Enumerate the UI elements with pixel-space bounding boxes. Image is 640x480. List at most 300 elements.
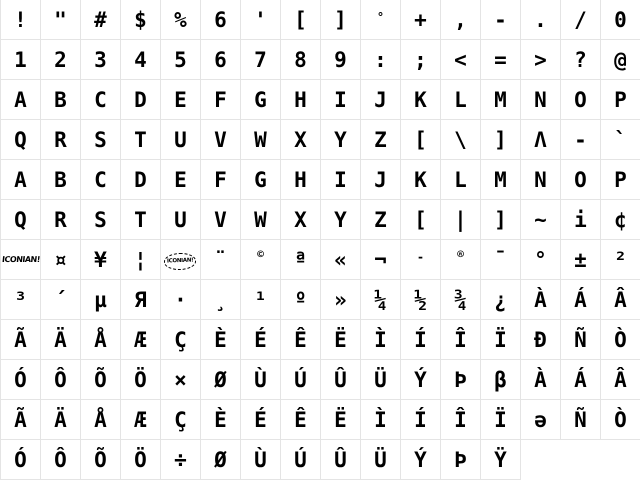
glyph-cell [1, 280, 41, 320]
glyph-cell [441, 160, 481, 200]
charmap-row [1, 80, 640, 120]
glyph-cell [401, 280, 441, 320]
glyph-cell [201, 400, 241, 440]
glyph: F [214, 168, 227, 192]
glyph-cell [361, 200, 401, 240]
glyph: 6 [214, 8, 227, 32]
glyph-cell [561, 160, 601, 200]
glyph: Û [334, 368, 347, 392]
glyph-cell [401, 320, 441, 360]
glyph: E [174, 168, 187, 192]
glyph: Ê [294, 328, 307, 352]
glyph-cell [361, 0, 401, 40]
glyph: Ù [254, 448, 267, 472]
glyph-cell [121, 400, 161, 440]
glyph-cell [361, 40, 401, 80]
glyph: Å [94, 328, 107, 352]
glyph: Û [334, 448, 347, 472]
glyph: Ã [14, 328, 27, 352]
glyph-cell [201, 200, 241, 240]
glyph: Ø [214, 448, 227, 472]
glyph: L [454, 168, 467, 192]
glyph: Æ [134, 408, 147, 432]
glyph-cell [41, 280, 81, 320]
glyph-cell [201, 120, 241, 160]
glyph-cell [521, 320, 561, 360]
glyph: G [254, 168, 267, 192]
glyph-cell [441, 80, 481, 120]
glyph-cell [41, 200, 81, 240]
glyph: : [374, 48, 387, 72]
charmap-row [1, 440, 640, 480]
glyph: Þ [454, 368, 467, 392]
glyph: + [414, 8, 427, 32]
glyph-cell [281, 360, 321, 400]
glyph: ` [614, 128, 627, 152]
glyph-cell [441, 120, 481, 160]
glyph-cell [41, 80, 81, 120]
glyph: ¼ [374, 288, 387, 312]
glyph-cell [161, 320, 201, 360]
glyph-cell [361, 80, 401, 120]
glyph-cell [481, 120, 521, 160]
glyph: D [134, 168, 147, 192]
glyph-cell [241, 200, 281, 240]
glyph: Ô [54, 368, 67, 392]
glyph-cell [161, 240, 201, 280]
glyph: ± [574, 248, 587, 272]
glyph-cell [361, 400, 401, 440]
glyph: P [614, 88, 627, 112]
glyph: # [94, 8, 107, 32]
glyph-cell [401, 200, 441, 240]
glyph: , [454, 8, 467, 32]
glyph-cell [561, 240, 601, 280]
glyph: i [574, 208, 587, 232]
glyph: 2 [54, 48, 67, 72]
glyph-cell [41, 400, 81, 440]
glyph: K [414, 88, 427, 112]
glyph-cell [441, 400, 481, 440]
glyph-cell [481, 240, 521, 280]
glyph-cell [321, 40, 361, 80]
glyph-cell [481, 320, 521, 360]
glyph: Á [574, 288, 587, 312]
glyph: È [214, 408, 227, 432]
glyph-cell [561, 400, 601, 440]
glyph-cell [401, 440, 441, 480]
glyph-cell [401, 40, 441, 80]
glyph: É [254, 328, 267, 352]
glyph: Ü [374, 368, 387, 392]
glyph: O [574, 88, 587, 112]
glyph-cell [321, 440, 361, 480]
glyph-cell [81, 240, 121, 280]
glyph: Ã [14, 408, 27, 432]
glyph-cell [361, 240, 401, 280]
glyph-cell [601, 0, 640, 40]
glyph-cell [41, 360, 81, 400]
glyph-cell [561, 360, 601, 400]
glyph-cell [321, 80, 361, 120]
glyph-cell [441, 320, 481, 360]
glyph-cell [41, 320, 81, 360]
glyph-cell [361, 360, 401, 400]
glyph: K [414, 168, 427, 192]
glyph-cell [81, 120, 121, 160]
glyph-cell [201, 160, 241, 200]
glyph-cell [321, 200, 361, 240]
glyph-cell [601, 160, 640, 200]
glyph: × [174, 368, 187, 392]
glyph: 9 [334, 48, 347, 72]
glyph: Ì [374, 408, 387, 432]
glyph-cell [521, 200, 561, 240]
glyph: ¸ [214, 288, 227, 312]
glyph: % [174, 8, 187, 32]
glyph-cell [281, 400, 321, 440]
glyph: [ [294, 8, 307, 32]
glyph: . [534, 8, 547, 32]
glyph: U [174, 128, 187, 152]
glyph: Ó [14, 368, 27, 392]
glyph-cell [481, 160, 521, 200]
glyph: R [54, 128, 67, 152]
glyph-cell [281, 240, 321, 280]
glyph-cell [481, 40, 521, 80]
glyph: Z [374, 208, 387, 232]
glyph: X [294, 128, 307, 152]
glyph: 5 [174, 48, 187, 72]
glyph-cell [441, 240, 481, 280]
glyph: Λ [534, 128, 547, 152]
glyph-cell [401, 240, 441, 280]
glyph-cell [521, 400, 561, 440]
glyph-cell [1, 440, 41, 480]
glyph-cell [281, 80, 321, 120]
charmap-row [1, 160, 640, 200]
glyph: ~ [534, 208, 547, 232]
glyph: H [294, 168, 307, 192]
glyph-cell [281, 320, 321, 360]
glyph-cell [161, 280, 201, 320]
glyph-cell [81, 320, 121, 360]
glyph-cell [321, 400, 361, 440]
glyph: ] [334, 8, 347, 32]
glyph-cell [521, 360, 561, 400]
glyph: 3 [94, 48, 107, 72]
glyph-cell [281, 120, 321, 160]
glyph: E [174, 88, 187, 112]
glyph-cell [601, 360, 640, 400]
glyph: C [94, 88, 107, 112]
glyph-cell [1, 80, 41, 120]
glyph: - [416, 249, 425, 264]
glyph-cell [321, 360, 361, 400]
glyph-cell [161, 200, 201, 240]
glyph-cell [161, 360, 201, 400]
glyph-cell [401, 360, 441, 400]
glyph-cell [481, 200, 521, 240]
glyph-cell [321, 240, 361, 280]
glyph-cell [401, 0, 441, 40]
charmap-row [1, 280, 640, 320]
glyph: Ú [294, 368, 307, 392]
glyph-cell [601, 400, 640, 440]
glyph: O [574, 168, 587, 192]
glyph-cell [241, 440, 281, 480]
glyph: Ð [534, 328, 547, 352]
glyph-cell [401, 120, 441, 160]
glyph: ´ [54, 288, 67, 312]
glyph-cell [441, 360, 481, 400]
glyph-cell [121, 360, 161, 400]
glyph: | [454, 208, 467, 232]
glyph-cell [361, 120, 401, 160]
glyph-cell [161, 160, 201, 200]
glyph: T [134, 208, 147, 232]
glyph-cell [41, 160, 81, 200]
glyph-cell [321, 120, 361, 160]
glyph: Î [454, 408, 467, 432]
glyph-cell [361, 160, 401, 200]
glyph: M [494, 168, 507, 192]
glyph-cell [201, 440, 241, 480]
glyph: Ó [14, 448, 27, 472]
glyph: © [257, 248, 264, 261]
glyph-cell [161, 0, 201, 40]
charmap-row [1, 40, 640, 80]
glyph-cell [561, 0, 601, 40]
glyph-cell [1, 0, 41, 40]
glyph-cell [561, 40, 601, 80]
glyph-cell [241, 400, 281, 440]
glyph-cell [161, 120, 201, 160]
glyph-cell [481, 280, 521, 320]
glyph: N [534, 88, 547, 112]
glyph: Â [614, 368, 627, 392]
glyph-cell [121, 200, 161, 240]
glyph: J [374, 168, 387, 192]
glyph: ¬ [374, 248, 387, 272]
glyph-cell [41, 40, 81, 80]
glyph-cell [441, 280, 481, 320]
glyph: ¥ [94, 248, 107, 272]
glyph-cell [81, 200, 121, 240]
glyph: º [294, 288, 307, 312]
glyph-cell [361, 280, 401, 320]
glyph-cell [1, 160, 41, 200]
glyph-cell [241, 240, 281, 280]
glyph: ¨ [214, 248, 227, 272]
glyph: » [334, 288, 347, 312]
glyph: « [334, 248, 347, 272]
glyph: À [534, 288, 547, 312]
glyph-cell [121, 320, 161, 360]
glyph-cell [1, 360, 41, 400]
glyph: Õ [94, 448, 107, 472]
glyph-cell [481, 0, 521, 40]
glyph-cell [241, 40, 281, 80]
glyph-cell [1, 120, 41, 160]
glyph: @ [614, 48, 627, 72]
glyph-cell [441, 440, 481, 480]
glyph: - [574, 128, 587, 152]
glyph: = [494, 48, 507, 72]
glyph: Í [414, 408, 427, 432]
glyph: G [254, 88, 267, 112]
glyph: 0 [614, 8, 627, 32]
charmap-row [1, 240, 640, 280]
glyph: Õ [94, 368, 107, 392]
glyph: Â [614, 288, 627, 312]
glyph-cell [121, 80, 161, 120]
glyph: Ÿ [494, 448, 507, 472]
glyph-cell [1, 200, 41, 240]
glyph: Z [374, 128, 387, 152]
glyph-cell [281, 440, 321, 480]
glyph: H [294, 88, 307, 112]
glyph: Ø [214, 368, 227, 392]
glyph-cell [81, 360, 121, 400]
glyph: S [94, 208, 107, 232]
glyph: Y [334, 208, 347, 232]
glyph: Ä [54, 408, 67, 432]
glyph: Ñ [574, 408, 587, 432]
glyph-cell [201, 240, 241, 280]
glyph-cell [401, 80, 441, 120]
glyph-cell [561, 280, 601, 320]
glyph-cell [81, 80, 121, 120]
glyph: ¹ [254, 288, 267, 312]
glyph: Ý [414, 448, 427, 472]
glyph: C [94, 168, 107, 192]
glyph: ª [294, 248, 307, 272]
glyph: ® [457, 248, 464, 261]
glyph: I [334, 168, 347, 192]
glyph: W [254, 128, 267, 152]
charmap-row [1, 360, 640, 400]
glyph: Ö [134, 368, 147, 392]
glyph-cell [481, 360, 521, 400]
glyph-cell [241, 160, 281, 200]
glyph-cell [201, 320, 241, 360]
glyph: J [374, 88, 387, 112]
charmap-row [1, 320, 640, 360]
glyph: F [214, 88, 227, 112]
glyph: W [254, 208, 267, 232]
glyph-cell [601, 40, 640, 80]
glyph-cell [561, 200, 601, 240]
glyph-cell [81, 440, 121, 480]
glyph: ¾ [454, 288, 467, 312]
glyph: Q [14, 128, 27, 152]
glyph: [ [414, 208, 427, 232]
glyph-cell [201, 80, 241, 120]
glyph: Ñ [574, 328, 587, 352]
glyph: B [54, 88, 67, 112]
glyph-cell [601, 80, 640, 120]
glyph: R [54, 208, 67, 232]
glyph: Ò [614, 408, 627, 432]
glyph: ¤ [54, 248, 67, 272]
glyph-cell [121, 40, 161, 80]
glyph: \ [454, 128, 467, 152]
glyph: Æ [134, 328, 147, 352]
glyph: [ [414, 128, 427, 152]
glyph: / [574, 8, 587, 32]
glyph-cell [441, 200, 481, 240]
glyph-cell [201, 280, 241, 320]
glyph: ½ [414, 288, 427, 312]
glyph: Å [94, 408, 107, 432]
glyph-cell [161, 80, 201, 120]
glyph: ICONIAN! [164, 253, 197, 271]
glyph: ÷ [174, 448, 187, 472]
glyph: ¯ [494, 248, 507, 272]
glyph: ² [614, 248, 627, 272]
glyph: A [14, 168, 27, 192]
glyph: ³ [14, 288, 27, 312]
glyph-cell [521, 280, 561, 320]
glyph-cell [561, 80, 601, 120]
glyph: Ë [334, 408, 347, 432]
glyph: " [54, 8, 67, 32]
glyph-cell [41, 440, 81, 480]
glyph: ¢ [614, 208, 627, 232]
glyph: < [454, 48, 467, 72]
glyph-cell [561, 320, 601, 360]
glyph-cell [601, 240, 640, 280]
glyph-cell [81, 400, 121, 440]
glyph: N [534, 168, 547, 192]
glyph-cell [161, 440, 201, 480]
glyph-cell [161, 40, 201, 80]
glyph-cell [161, 400, 201, 440]
glyph-cell [521, 160, 561, 200]
glyph: Ù [254, 368, 267, 392]
glyph: Ô [54, 448, 67, 472]
glyph: U [174, 208, 187, 232]
glyph: Î [454, 328, 467, 352]
glyph: V [214, 128, 227, 152]
glyph-cell [281, 280, 321, 320]
glyph-cell [41, 0, 81, 40]
glyph: B [54, 168, 67, 192]
glyph-cell [241, 280, 281, 320]
glyph: Ú [294, 448, 307, 472]
glyph-cell [481, 400, 521, 440]
glyph-cell [121, 160, 161, 200]
glyph: Ý [414, 368, 427, 392]
glyph: P [614, 168, 627, 192]
glyph-cell [121, 280, 161, 320]
glyph: Ç [174, 328, 187, 352]
glyph-cell [601, 320, 640, 360]
glyph: 7 [254, 48, 267, 72]
glyph: Ç [174, 408, 187, 432]
glyph: I [334, 88, 347, 112]
glyph: ICONIAN! [1, 254, 40, 264]
glyph: Á [574, 368, 587, 392]
glyph: 8 [294, 48, 307, 72]
glyph-cell [241, 320, 281, 360]
glyph-cell [121, 120, 161, 160]
glyph: Ö [134, 448, 147, 472]
glyph-cell [81, 160, 121, 200]
glyph: Y [334, 128, 347, 152]
glyph-cell [121, 440, 161, 480]
